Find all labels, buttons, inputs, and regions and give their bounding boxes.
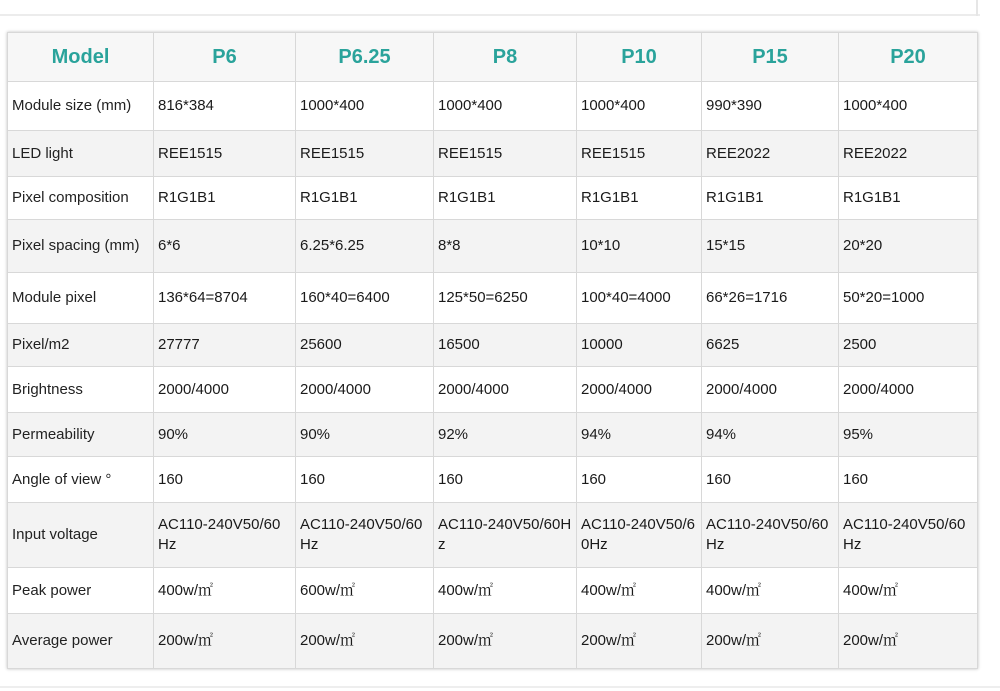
spec-table-head: [8, 33, 978, 82]
table-cell: 94%: [702, 413, 839, 457]
row-label: Peak power: [8, 568, 154, 614]
spec-table: [7, 32, 978, 669]
bottom-divider: [0, 686, 1000, 688]
table-cell: AC110-240V50/60Hz: [434, 503, 577, 568]
table-cell: 2000/4000: [154, 367, 296, 413]
table-cell: 136*64=8704: [154, 273, 296, 324]
table-cell: 400w/㎡: [154, 568, 296, 614]
row-label: Module size (mm): [8, 82, 154, 131]
table-row: [8, 568, 978, 614]
table-cell: 50*20=1000: [839, 273, 978, 324]
header-p10: P10: [577, 33, 702, 82]
table-cell: 10*10: [577, 220, 702, 273]
table-cell: REE1515: [154, 131, 296, 177]
table-cell: 600w/㎡: [296, 568, 434, 614]
table-cell: 160: [577, 457, 702, 503]
table-cell: 10000: [577, 324, 702, 367]
table-cell: 2000/4000: [839, 367, 978, 413]
table-cell: REE2022: [702, 131, 839, 177]
table-cell: 92%: [434, 413, 577, 457]
table-row: [8, 367, 978, 413]
table-row: [8, 457, 978, 503]
table-cell: 2000/4000: [296, 367, 434, 413]
table-cell: 400w/㎡: [839, 568, 978, 614]
table-row: [8, 177, 978, 220]
table-cell: 16500: [434, 324, 577, 367]
row-label: Pixel spacing (mm): [8, 220, 154, 273]
row-label: Pixel/m2: [8, 324, 154, 367]
table-cell: 200w/㎡: [839, 614, 978, 669]
row-label: Pixel composition: [8, 177, 154, 220]
table-cell: 100*40=4000: [577, 273, 702, 324]
table-cell: 66*26=1716: [702, 273, 839, 324]
table-cell: 160: [702, 457, 839, 503]
table-cell: 90%: [296, 413, 434, 457]
table-cell: 15*15: [702, 220, 839, 273]
table-cell: 160: [434, 457, 577, 503]
row-label: Brightness: [8, 367, 154, 413]
table-cell: AC110-240V50/60Hz: [154, 503, 296, 568]
table-cell: 27777: [154, 324, 296, 367]
table-cell: 160: [839, 457, 978, 503]
table-cell: AC110-240V50/60Hz: [577, 503, 702, 568]
table-cell: R1G1B1: [702, 177, 839, 220]
header-p8: P8: [434, 33, 577, 82]
table-cell: 90%: [154, 413, 296, 457]
table-cell: 816*384: [154, 82, 296, 131]
table-cell: 1000*400: [434, 82, 577, 131]
row-label: LED light: [8, 131, 154, 177]
table-cell: 1000*400: [296, 82, 434, 131]
table-cell: 160: [296, 457, 434, 503]
table-cell: 2000/4000: [702, 367, 839, 413]
spec-table-body: [8, 82, 978, 669]
table-cell: 2000/4000: [434, 367, 577, 413]
header-model: Model: [8, 33, 154, 82]
table-cell: AC110-240V50/60Hz: [702, 503, 839, 568]
table-row: [8, 503, 978, 568]
table-cell: 200w/㎡: [154, 614, 296, 669]
table-cell: 94%: [577, 413, 702, 457]
row-label: Input voltage: [8, 503, 154, 568]
row-label: Angle of view °: [8, 457, 154, 503]
row-label: Module pixel: [8, 273, 154, 324]
table-cell: 200w/㎡: [577, 614, 702, 669]
table-cell: R1G1B1: [154, 177, 296, 220]
table-row: [8, 220, 978, 273]
table-cell: 6625: [702, 324, 839, 367]
table-cell: 400w/㎡: [434, 568, 577, 614]
table-cell: R1G1B1: [839, 177, 978, 220]
table-row: [8, 324, 978, 367]
table-cell: 125*50=6250: [434, 273, 577, 324]
table-cell: 160*40=6400: [296, 273, 434, 324]
table-row: [8, 614, 978, 669]
table-cell: 25600: [296, 324, 434, 367]
top-divider: [0, 14, 980, 16]
table-cell: 160: [154, 457, 296, 503]
header-p6-25: P6.25: [296, 33, 434, 82]
top-right-divider: [976, 0, 978, 16]
table-cell: 6*6: [154, 220, 296, 273]
table-cell: 2500: [839, 324, 978, 367]
table-cell: 200w/㎡: [702, 614, 839, 669]
table-cell: 6.25*6.25: [296, 220, 434, 273]
header-p15: P15: [702, 33, 839, 82]
table-cell: REE1515: [296, 131, 434, 177]
table-cell: 20*20: [839, 220, 978, 273]
table-cell: 990*390: [702, 82, 839, 131]
header-row: [8, 33, 978, 82]
header-p20: P20: [839, 33, 978, 82]
table-cell: 400w/㎡: [702, 568, 839, 614]
table-cell: REE2022: [839, 131, 978, 177]
table-cell: 8*8: [434, 220, 577, 273]
table-cell: 200w/㎡: [434, 614, 577, 669]
row-label: Average power: [8, 614, 154, 669]
row-label: Permeability: [8, 413, 154, 457]
table-cell: 200w/㎡: [296, 614, 434, 669]
table-cell: R1G1B1: [577, 177, 702, 220]
table-row: [8, 273, 978, 324]
table-cell: AC110-240V50/60Hz: [839, 503, 978, 568]
header-p6: P6: [154, 33, 296, 82]
table-cell: 1000*400: [577, 82, 702, 131]
table-row: [8, 131, 978, 177]
table-cell: AC110-240V50/60Hz: [296, 503, 434, 568]
table-cell: 1000*400: [839, 82, 978, 131]
table-cell: R1G1B1: [434, 177, 577, 220]
table-cell: R1G1B1: [296, 177, 434, 220]
table-cell: REE1515: [577, 131, 702, 177]
table-cell: 400w/㎡: [577, 568, 702, 614]
table-row: [8, 82, 978, 131]
table-cell: 2000/4000: [577, 367, 702, 413]
table-cell: 95%: [839, 413, 978, 457]
table-row: [8, 413, 978, 457]
table-cell: REE1515: [434, 131, 577, 177]
